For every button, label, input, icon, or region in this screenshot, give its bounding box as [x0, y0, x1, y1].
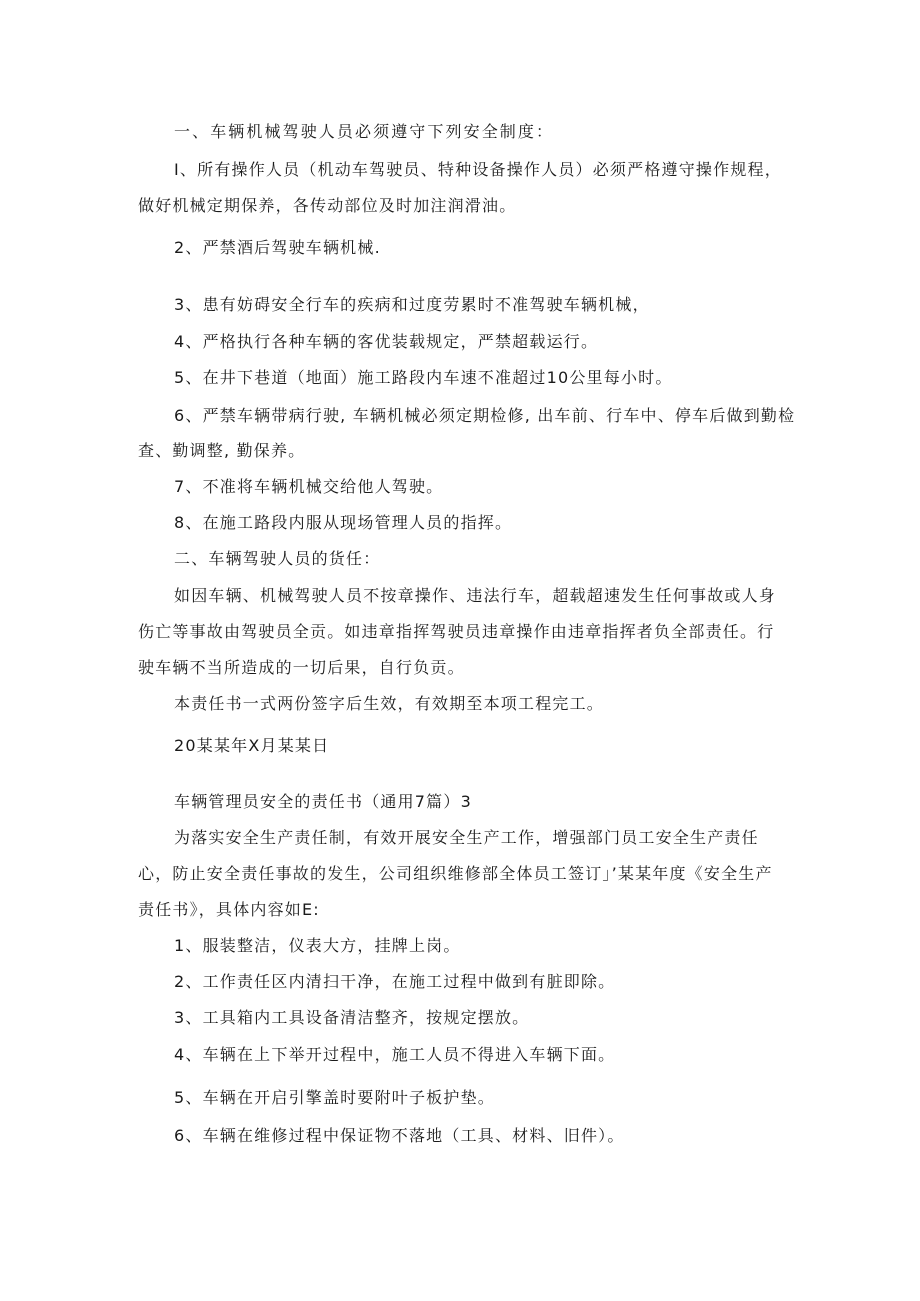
rule5: 5、车辆在开启引擎盖时要附叶子板护垫。 — [174, 1088, 495, 1107]
item4: 4、严格执行各种车辆的客优装载规定，严禁超载运行。 — [174, 332, 599, 351]
para3-line2: 心，防止安全责任事故的发生，公司组织维修部全体员工签订」’某某年度《安全生产 — [138, 864, 773, 883]
item1-line2: 做好机械定期保养，各传动部位及时加注润滑油。 — [138, 196, 517, 215]
date: 20某某年X月某某日 — [174, 736, 330, 755]
item8: 8、在施工路段内服从现场管理人员的指挥。 — [174, 513, 513, 532]
item1-line1: I、所有操作人员（机动车驾驶员、特种设备操作人员）必须严格遵守操作规程， — [174, 160, 782, 179]
para3-line3: 责任书》，具体内容如E: — [138, 900, 320, 919]
para1-line3: 驶车辆不当所造成的一切后果，自行负贡。 — [138, 658, 465, 677]
section1-heading: 一、车辆机械驾驶人员必须遵守下列安全制度： — [174, 122, 555, 141]
para1-line1: 如因车辆、机械驾驶人员不按章操作、违法行车，超载超速发生任何事故或人身 — [174, 586, 777, 605]
item6-line1: 6、严禁车辆带病行驶, 车辆机械必须定期检修, 出车前、行车中、停车后做到勤检 — [174, 406, 796, 425]
section-title: 车辆管理员安全的责任书（通用7篇）3 — [174, 792, 472, 811]
item7: 7、不准将车辆机械交给他人驾驶。 — [174, 477, 444, 496]
rule1: 1、服装整洁，仪表大方，挂牌上岗。 — [174, 936, 461, 955]
rule3: 3、工具箱内工具设备清洁整齐，按规定摆放。 — [174, 1008, 530, 1027]
para1-line2: 伤亡等事故由驾驶员全贡。如违章指挥驾驶员违章操作由违章指挥者负全部责任。行 — [138, 622, 775, 641]
item5: 5、在井下巷道（地面）施工路段内车速不准超过10公里每小时。 — [174, 368, 673, 387]
section2-heading: 二、车辆驾驶人员的货任： — [174, 549, 381, 568]
item2: 2、严禁酒后驾驶车辆机械. — [174, 238, 381, 257]
rule4: 4、车辆在上下举开过程中，施工人员不得进入车辆下面。 — [174, 1045, 616, 1064]
para3-line1: 为落实安全生产责任制，有效开展安全生产工作，增强部门员工安全生产责任 — [174, 828, 759, 847]
rule2: 2、工作责任区内清扫干净，在施工过程中做到有脏即除。 — [174, 972, 616, 991]
rule6: 6、车辆在维修过程中保证物不落地（工具、材料、旧件）。 — [174, 1126, 625, 1145]
item3: 3、患有妨碍安全行车的疾病和过度劳累时不准驾驶车辆机械， — [174, 295, 650, 314]
para2: 本责任书一式两份签字后生效，有效期至本项工程完工。 — [174, 694, 605, 713]
item6-line2: 查、勤调整, 勤保养。 — [138, 441, 306, 460]
